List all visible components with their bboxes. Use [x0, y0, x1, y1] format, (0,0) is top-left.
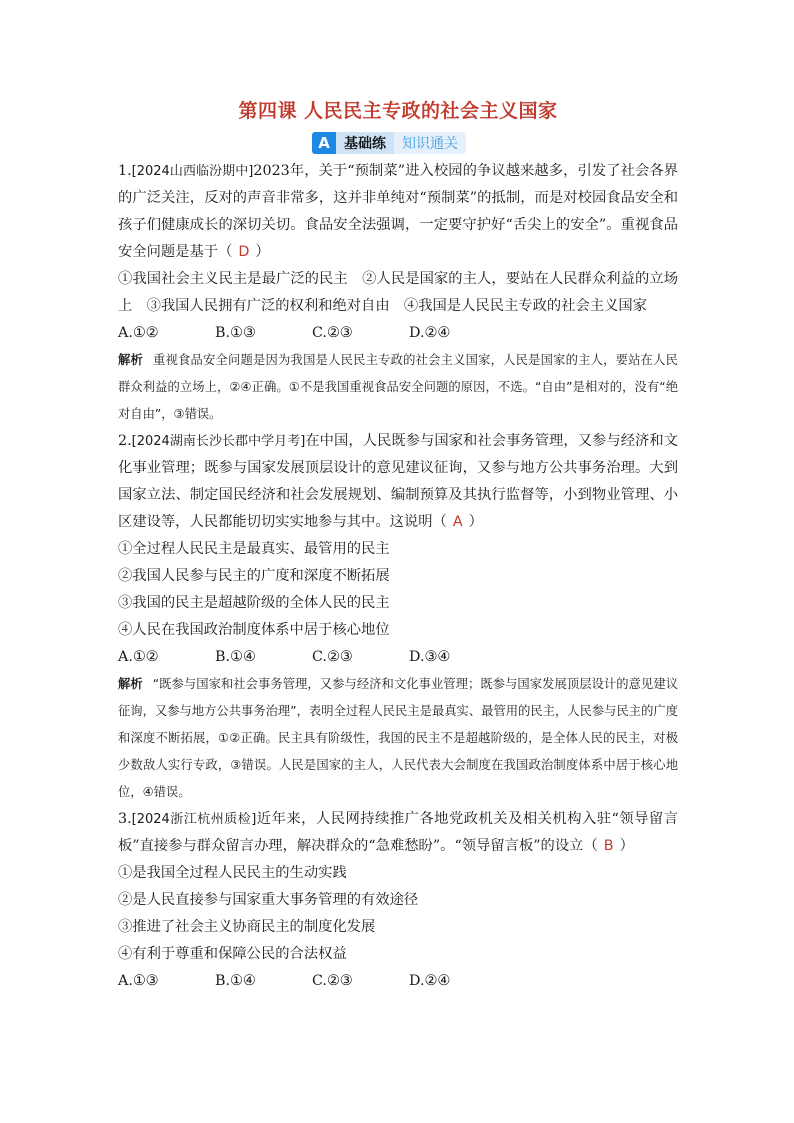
explanation-label: 解析	[118, 677, 143, 691]
question-stem	[118, 806, 678, 860]
option-statement: ①我国社会主义民主是最广泛的民主 ②人民是国家的主人，要站在人民群众利益的立场上 ③我国人民拥有广泛的权利和绝对自由 ④我国是人民民主专政的社会主义国家	[118, 271, 678, 314]
choice-b: B.①④	[215, 649, 256, 665]
choice-d: D.③④	[409, 649, 451, 665]
option-statement: ④人民在我国政治制度体系中居于核心地位	[118, 622, 390, 638]
question-text-end: ）	[468, 514, 483, 530]
question-source: [2024山西临汾期中]	[131, 164, 254, 179]
question-text: 2023年，关于“预制菜”进入校园的争议越来越多，引发了社会各界的广泛关注，反对的声音非常多，这并非单纯对“预制菜”的抵制，而是对校园食品安全和孩子们健康成长的深切关切。食品安全法强调，一定要守护好“舌尖上的安全”。重视食品安全问题是基于（	[118, 163, 679, 260]
explanation	[118, 671, 678, 806]
question-2	[118, 428, 678, 806]
choice-a: A.①③	[118, 973, 159, 989]
choice-c: C.②③	[312, 325, 353, 341]
badge-main: 基础练	[336, 132, 394, 154]
question-number: 1.	[118, 163, 132, 179]
badge-letter: A	[312, 132, 336, 154]
question-source: [2024湖南长沙长郡中学月考]	[131, 434, 306, 449]
badge-sub: 知识通关	[394, 132, 466, 154]
question-source: [2024浙江杭州质检]	[131, 812, 257, 827]
option-statement: ③我国的民主是超越阶级的全体人民的民主	[118, 595, 390, 611]
question-3	[118, 806, 678, 995]
explanation-label: 解析	[118, 353, 144, 367]
choice-b: B.①④	[215, 973, 256, 989]
question-number: 3.	[118, 811, 132, 827]
option-statement: ①是我国全过程人民民主的生动实践	[118, 865, 347, 881]
question-1	[118, 158, 678, 428]
question-list	[118, 158, 678, 995]
answer-mark: B	[603, 838, 614, 854]
choice-a: A.①②	[118, 649, 159, 665]
choice-row	[118, 968, 678, 995]
question-text: 近年来，人民网持续推广各地党政机关及相关机构入驻“领导留言板”直接参与群众留言办理，解决群众的“急难愁盼”。“领导留言板”的设立（	[118, 811, 679, 854]
question-text: 在中国，人民既参与国家和社会事务管理，又参与经济和文化事业管理；既参与国家发展顶层设计的意见建议征询，又参与地方公共事务治理。大到国家立法、制定国民经济和社会发展规划、编制预算及其执行监督等，小到物业管理、小区建设等，人民都能切切实实地参与其中。这说明（	[118, 433, 679, 530]
question-number: 2.	[118, 433, 132, 449]
answer-mark: D	[238, 244, 250, 260]
choice-row	[118, 644, 678, 671]
choice-d: D.②④	[409, 973, 451, 989]
answer-mark: A	[452, 514, 463, 530]
page-title: 第四课 人民民主专政的社会主义国家	[238, 100, 558, 122]
choice-d: D.②④	[409, 325, 451, 341]
explanation	[118, 347, 678, 428]
option-statement: ③推进了社会主义协商民主的制度化发展	[118, 919, 376, 935]
choice-b: B.①③	[215, 325, 256, 341]
choice-c: C.②③	[312, 973, 353, 989]
option-statement: ①全过程人民民主是最真实、最管用的民主	[118, 541, 390, 557]
question-stem	[118, 428, 678, 536]
explanation-text: “既参与国家和社会事务管理，又参与经济和文化事业管理；既参与国家发展顶层设计的意见建议征询，又参与地方公共事务治理”，表明全过程人民民主是最真实、最管用的民主，人民参与民主的广度和深度不断拓展，①②正确。民主具有阶级性，我国的民主不是超越阶级的，是全体人民的民主，对极少数敌人实行专政，③错误。人民是国家的主人，人民代表大会制度在我国政治制度体系中居于核心地位，④错误。	[118, 677, 678, 799]
option-statement: ②我国人民参与民主的广度和深度不断拓展	[118, 568, 390, 584]
question-text-end: ）	[255, 244, 270, 260]
section-badge	[312, 132, 466, 154]
option-statement: ②是人民直接参与国家重大事务管理的有效途径	[118, 892, 419, 908]
question-text-end: ）	[619, 838, 634, 854]
option-statement: ④有利于尊重和保障公民的合法权益	[118, 946, 347, 962]
choice-row	[118, 320, 678, 347]
question-stem	[118, 158, 678, 266]
choice-c: C.②③	[312, 649, 353, 665]
explanation-text: 重视食品安全问题是因为我国是人民民主专政的社会主义国家，人民是国家的主人，要站在人民群众利益的立场上，②④正确。①不是我国重视食品安全问题的原因，不选。“自由”是相对的，没有“绝对自由”，③错误。	[118, 353, 678, 421]
choice-a: A.①②	[118, 325, 159, 341]
